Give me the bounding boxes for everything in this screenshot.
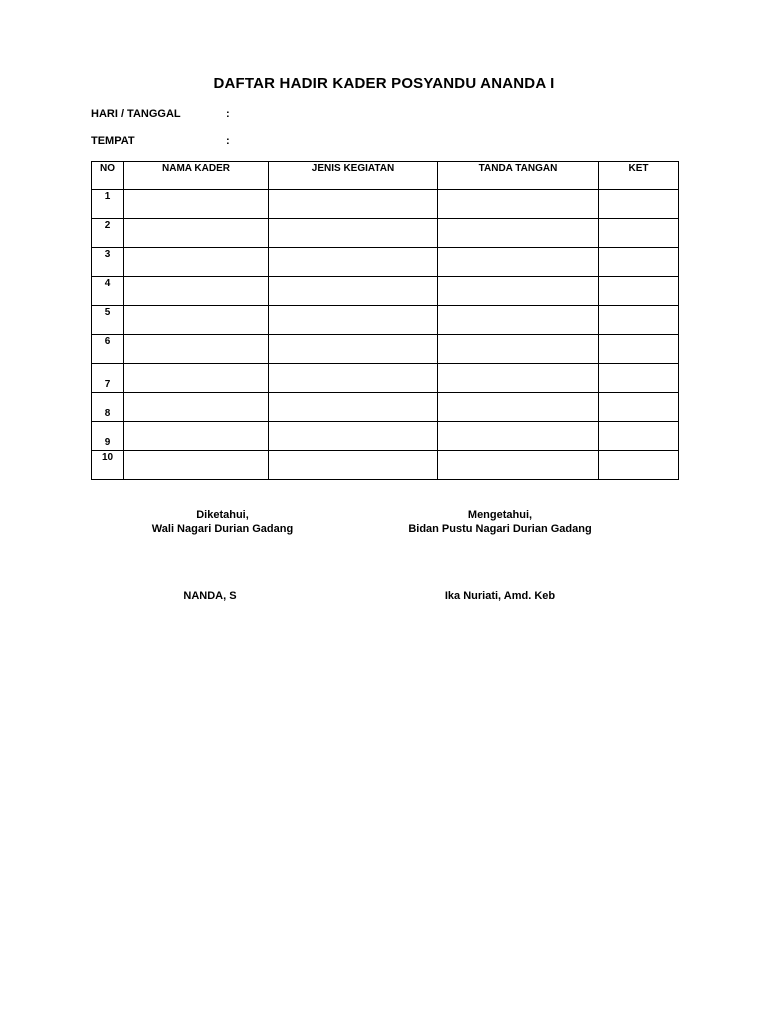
nama-kader-cell[interactable] xyxy=(124,335,269,364)
jenis-kegiatan-cell[interactable] xyxy=(269,335,438,364)
ket-cell[interactable] xyxy=(599,393,679,422)
tanda-tangan-cell[interactable] xyxy=(438,219,599,248)
tanda-tangan-cell[interactable] xyxy=(438,451,599,480)
row-number: 6 xyxy=(92,335,124,364)
table-row xyxy=(92,219,679,248)
signature-right-heading: Mengetahui, xyxy=(467,509,533,521)
header-nama-kader: NAMA KADER xyxy=(124,162,269,190)
signature-left-title: Wali Nagari Durian Gadang xyxy=(151,523,294,535)
table-row xyxy=(92,306,679,335)
table-row xyxy=(92,277,679,306)
row-number: 5 xyxy=(92,306,124,335)
tanda-tangan-cell[interactable] xyxy=(438,335,599,364)
table-row xyxy=(92,393,679,422)
tanda-tangan-cell[interactable] xyxy=(438,190,599,219)
header-jenis-kegiatan: JENIS KEGIATAN xyxy=(269,162,438,190)
tanda-tangan-cell[interactable] xyxy=(438,393,599,422)
row-number: 4 xyxy=(92,277,124,306)
header-tanda-tangan: TANDA TANGAN xyxy=(438,162,599,190)
tempat-label: TEMPAT xyxy=(91,135,135,147)
row-number: 10 xyxy=(92,451,124,480)
nama-kader-cell[interactable] xyxy=(124,219,269,248)
nama-kader-cell[interactable] xyxy=(124,393,269,422)
row-number: 9 xyxy=(92,422,124,451)
document-title: DAFTAR HADIR KADER POSYANDU ANANDA I xyxy=(213,75,555,92)
tempat-colon: : xyxy=(226,135,230,147)
header-no: NO xyxy=(92,162,124,190)
tanda-tangan-cell[interactable] xyxy=(438,248,599,277)
ket-cell[interactable] xyxy=(599,219,679,248)
signature-left-heading: Diketahui, xyxy=(196,509,249,521)
row-number: 1 xyxy=(92,190,124,219)
jenis-kegiatan-cell[interactable] xyxy=(269,219,438,248)
jenis-kegiatan-cell[interactable] xyxy=(269,277,438,306)
ket-cell[interactable] xyxy=(599,451,679,480)
table-row xyxy=(92,248,679,277)
ket-cell[interactable] xyxy=(599,364,679,393)
ket-cell[interactable] xyxy=(599,248,679,277)
table-row xyxy=(92,364,679,393)
signature-block-left xyxy=(110,508,335,536)
jenis-kegiatan-cell[interactable] xyxy=(269,306,438,335)
jenis-kegiatan-cell[interactable] xyxy=(269,364,438,393)
table-header-row xyxy=(92,162,679,190)
row-number: 7 xyxy=(92,364,124,393)
ket-cell[interactable] xyxy=(599,422,679,451)
jenis-kegiatan-cell[interactable] xyxy=(269,248,438,277)
hari-tanggal-label: HARI / TANGGAL xyxy=(91,108,181,120)
table-row xyxy=(92,335,679,364)
jenis-kegiatan-cell[interactable] xyxy=(269,393,438,422)
signatory-name-left: NANDA, S xyxy=(183,590,237,602)
tanda-tangan-cell[interactable] xyxy=(438,422,599,451)
attendance-table xyxy=(91,161,679,480)
header-ket: KET xyxy=(599,162,679,190)
jenis-kegiatan-cell[interactable] xyxy=(269,422,438,451)
nama-kader-cell[interactable] xyxy=(124,248,269,277)
tanda-tangan-cell[interactable] xyxy=(438,306,599,335)
tanda-tangan-cell[interactable] xyxy=(438,364,599,393)
row-number: 2 xyxy=(92,219,124,248)
ket-cell[interactable] xyxy=(599,277,679,306)
table-row xyxy=(92,190,679,219)
nama-kader-cell[interactable] xyxy=(124,422,269,451)
table-row xyxy=(92,422,679,451)
nama-kader-cell[interactable] xyxy=(124,190,269,219)
nama-kader-cell[interactable] xyxy=(124,277,269,306)
signature-block-right xyxy=(380,508,620,536)
hari-tanggal-colon: : xyxy=(226,108,230,120)
row-number: 8 xyxy=(92,393,124,422)
ket-cell[interactable] xyxy=(599,190,679,219)
jenis-kegiatan-cell[interactable] xyxy=(269,190,438,219)
nama-kader-cell[interactable] xyxy=(124,451,269,480)
jenis-kegiatan-cell[interactable] xyxy=(269,451,438,480)
table-row xyxy=(92,451,679,480)
nama-kader-cell[interactable] xyxy=(124,364,269,393)
ket-cell[interactable] xyxy=(599,335,679,364)
signature-right-title: Bidan Pustu Nagari Durian Gadang xyxy=(408,523,592,535)
nama-kader-cell[interactable] xyxy=(124,306,269,335)
tanda-tangan-cell[interactable] xyxy=(438,277,599,306)
signatory-name-right: Ika Nuriati, Amd. Keb xyxy=(444,590,556,602)
ket-cell[interactable] xyxy=(599,306,679,335)
row-number: 3 xyxy=(92,248,124,277)
